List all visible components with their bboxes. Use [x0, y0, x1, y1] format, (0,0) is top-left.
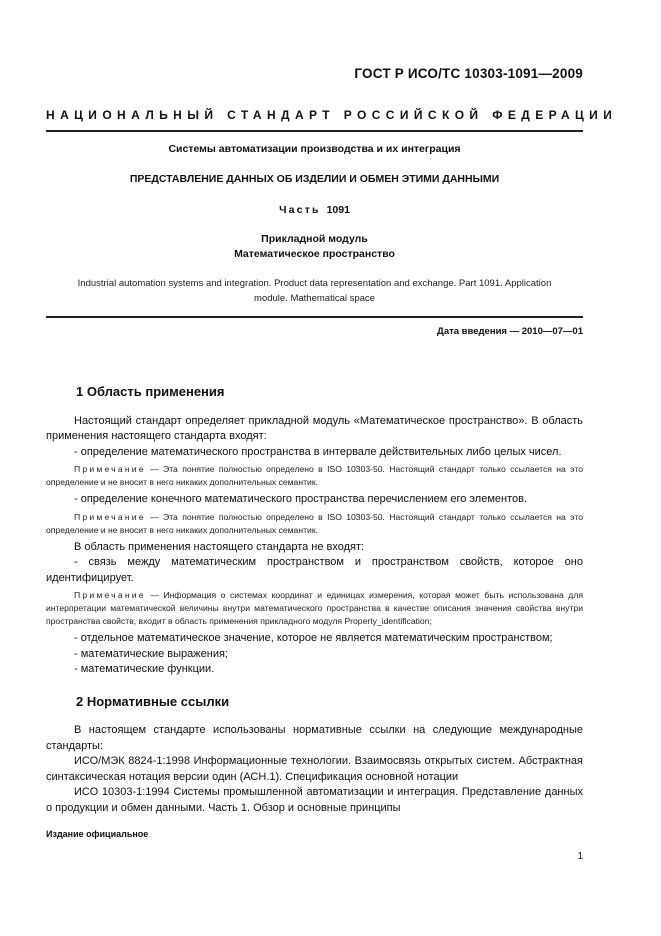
edition-label: Издание официальное	[46, 829, 149, 839]
top-rule	[46, 130, 583, 132]
scope-item6: - математические функции.	[74, 663, 215, 675]
note3-label: Примечание	[74, 590, 146, 600]
effective-date: Дата введения — 2010—07—01	[437, 326, 583, 337]
scope-item1: - определение математического пространства в интервале действительных либо целых чисел.	[74, 445, 562, 458]
note1	[46, 463, 583, 489]
part-word: Часть	[279, 204, 321, 216]
part-number: 1091	[326, 204, 350, 216]
ref-iso-iec-8824: ИСО/МЭК 8824-1:1998 Информационные технологии. Взаимосвязь открытых систем. Абстрактная синтаксическая нотация версии один (АСН.1). Спецификация основной нотации	[46, 755, 583, 783]
module-title-line1: Прикладной модуль	[261, 233, 368, 245]
scope-item4: - отдельное математическое значение, которое не является математическим пространством;	[74, 632, 553, 644]
national-standard-banner: НАЦИОНАЛЬНЫЙ СТАНДАРТ РОССИЙСКОЙ ФЕДЕРАЦИИ	[46, 108, 618, 122]
scope-item2: - определение конечного математического пространства перечислением его элементов.	[74, 493, 528, 505]
series-title: Системы автоматизации производства и их интеграция	[168, 143, 461, 155]
title-rule	[46, 316, 583, 318]
module-title-line2: Математическое пространство	[234, 248, 395, 260]
note2-text: — Эта понятие полностью определено в ISO 10303-50. Настоящий стандарт только ссылается на это определение и не вносит в него никаких дополнительных семантик.	[46, 511, 583, 535]
note3	[46, 589, 583, 628]
english-title-line2: module. Mathematical space	[254, 293, 375, 304]
english-title-line1: Industrial automation systems and integration. Product data representation and exchange. Part 1091. Application	[77, 278, 552, 289]
refs-intro: В настоящем стандарте использованы нормативные ссылки на следующие международные стандарты:	[46, 724, 583, 752]
scope-exclusions-intro: В область применения настоящего стандарта не входят:	[74, 540, 365, 553]
page-number: 1	[577, 851, 583, 862]
note1-text: — Эта понятие полностью определено в ISO 10303-50. Настоящий стандарт только ссылается на это определение и не вносит в него никаких дополнительных семантик.	[46, 464, 583, 487]
scope-intro: Настоящий стандарт определяет прикладной модуль «Математическое пространство». В область применения настоящего стандарта входят:	[46, 414, 583, 442]
note2-label: Примечание	[74, 511, 146, 522]
section2-heading: 2 Нормативные ссылки	[76, 693, 230, 709]
english-title	[46, 276, 583, 306]
note2	[46, 511, 583, 537]
scope-item5: - математические выражения;	[74, 647, 228, 660]
section-scope	[46, 384, 583, 816]
document-id: ГОСТ Р ИСО/ТС 10303-1091—2009	[354, 66, 583, 81]
note1-label: Примечание	[74, 464, 146, 474]
main-title: ПРЕДСТАВЛЕНИЕ ДАННЫХ ОБ ИЗДЕЛИИ И ОБМЕН ЭТИМИ ДАННЫМИ	[129, 173, 500, 185]
ref-iso-10303-1: ИСО 10303-1:1994 Системы промышленной автоматизации и интеграция. Представление данных о продукции и обмен данными. Часть 1. Обзор и основные принципы	[46, 786, 583, 814]
note3-text: — Информация о системах координат и единицах измерения, которая может быть использована для интерпретации математической величины внутри математического пространства в качестве описания значения свойства внутри пространства свойств, входит в область применения прикладного модуля Property_identification;	[46, 590, 583, 626]
part-label	[46, 204, 583, 216]
scope-item3: - связь между математическим пространством и пространством свойств, которое оно идентифицирует.	[46, 556, 583, 584]
section1-heading: 1 Область применения	[76, 384, 225, 399]
